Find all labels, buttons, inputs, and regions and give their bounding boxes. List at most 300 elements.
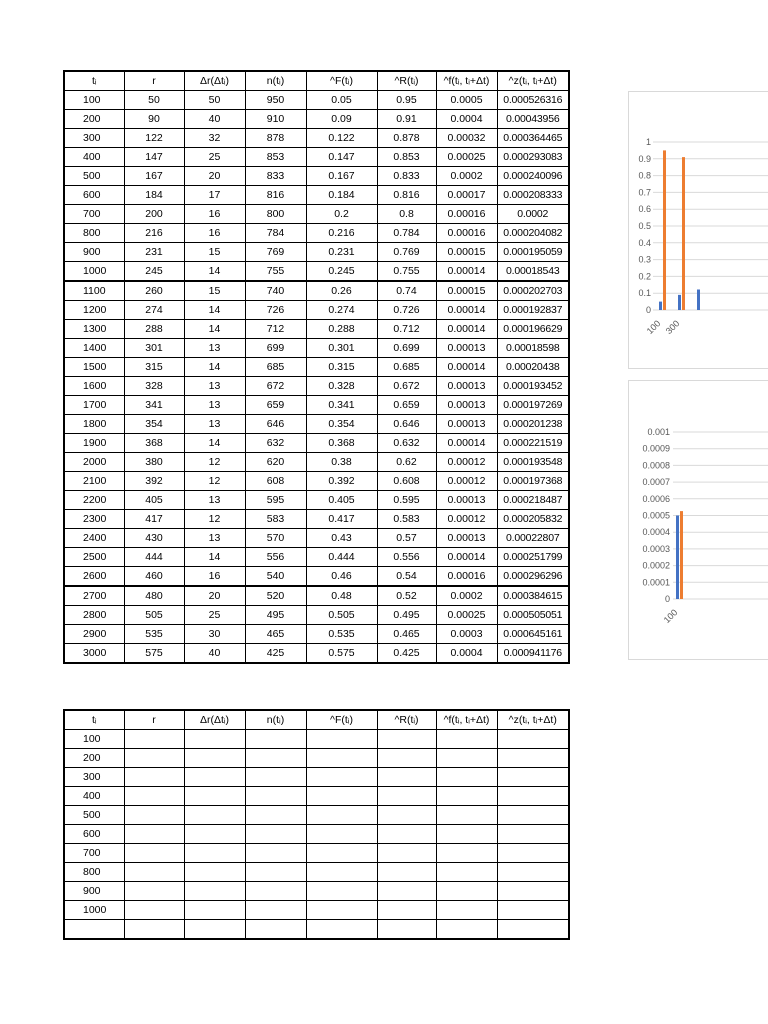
- table-cell: 535: [124, 625, 184, 644]
- table-cell: 632: [245, 434, 306, 453]
- table-cell: [245, 768, 306, 787]
- table-cell: 16: [184, 205, 245, 224]
- table-cell: 0.0004: [436, 110, 497, 129]
- table-row: [64, 491, 569, 510]
- table-cell: 0.00025: [436, 606, 497, 625]
- y-tick-label: 0.0006: [642, 493, 670, 504]
- table-cell: 0.495: [377, 606, 436, 625]
- table-cell: 0.000195059: [497, 243, 569, 262]
- table-cell: 0.405: [306, 491, 377, 510]
- table-cell: 0.556: [377, 548, 436, 567]
- table-cell: 0.00018543: [497, 262, 569, 282]
- column-header: Δr(Δtᵢ): [184, 71, 245, 91]
- table-cell: 570: [245, 529, 306, 548]
- table-row: [64, 606, 569, 625]
- table-cell: 16: [184, 567, 245, 587]
- x-tick-label: 100: [644, 318, 663, 337]
- table-cell: 0.583: [377, 510, 436, 529]
- table-cell: 0.417: [306, 510, 377, 529]
- x-tick-label: 100: [661, 607, 680, 626]
- table-cell: 12: [184, 453, 245, 472]
- table-cell: 0.328: [306, 377, 377, 396]
- table-cell: 0.000192837: [497, 301, 569, 320]
- table-cell: 15: [184, 281, 245, 301]
- table-cell: 0.74: [377, 281, 436, 301]
- table-row: [64, 825, 569, 844]
- table-cell: 0.685: [377, 358, 436, 377]
- table-cell: 500: [64, 806, 124, 825]
- table-cell: 0.00014: [436, 434, 497, 453]
- table-cell: 40: [184, 110, 245, 129]
- table-cell: 14: [184, 262, 245, 282]
- bar-mark[interactable]: [697, 290, 700, 310]
- table-cell: 0.000645161: [497, 625, 569, 644]
- table-row: [64, 377, 569, 396]
- table-cell: [377, 806, 436, 825]
- table-cell: 0.216: [306, 224, 377, 243]
- table-cell: 0.712: [377, 320, 436, 339]
- table-cell: 0.425: [377, 644, 436, 664]
- table-cell: [306, 825, 377, 844]
- table-cell: 184: [124, 186, 184, 205]
- table-cell: [306, 749, 377, 768]
- table-cell: 0.000205832: [497, 510, 569, 529]
- table-cell: 2500: [64, 548, 124, 567]
- table-cell: 30: [184, 625, 245, 644]
- table-cell: 0.0002: [436, 586, 497, 606]
- table-cell: 245: [124, 262, 184, 282]
- table-cell: 0.000218487: [497, 491, 569, 510]
- table-cell: 100: [64, 730, 124, 749]
- table-cell: 600: [64, 186, 124, 205]
- table-cell: [436, 882, 497, 901]
- table-row: [64, 920, 569, 940]
- table-cell: 0.00013: [436, 491, 497, 510]
- table-cell: [306, 920, 377, 940]
- table-cell: 2100: [64, 472, 124, 491]
- table-cell: 0.147: [306, 148, 377, 167]
- chart-canvas: [629, 92, 768, 368]
- table-cell: 2600: [64, 567, 124, 587]
- table-cell: 726: [245, 301, 306, 320]
- table-cell: 0.000201238: [497, 415, 569, 434]
- table-cell: 2300: [64, 510, 124, 529]
- table-cell: 430: [124, 529, 184, 548]
- table-cell: [377, 901, 436, 920]
- table-cell: 685: [245, 358, 306, 377]
- table-cell: 0.354: [306, 415, 377, 434]
- table-cell: 444: [124, 548, 184, 567]
- table-cell: 425: [245, 644, 306, 664]
- table-cell: 400: [64, 787, 124, 806]
- table-cell: 0.231: [306, 243, 377, 262]
- y-tick-label: 0.2: [638, 271, 651, 282]
- table-row: [64, 167, 569, 186]
- y-tick-label: 0.5: [638, 221, 651, 231]
- table-cell: 0.315: [306, 358, 377, 377]
- table-cell: 0.726: [377, 301, 436, 320]
- table-row: [64, 339, 569, 358]
- table-cell: 556: [245, 548, 306, 567]
- table-cell: 0.288: [306, 320, 377, 339]
- table-cell: 2700: [64, 586, 124, 606]
- table-row: [64, 186, 569, 205]
- table-cell: [497, 730, 569, 749]
- table-cell: 0.62: [377, 453, 436, 472]
- table-cell: 32: [184, 129, 245, 148]
- table-cell: 1000: [64, 901, 124, 920]
- table-row: [64, 644, 569, 664]
- table-cell: 0.000296296: [497, 567, 569, 587]
- table-cell: 0.000196629: [497, 320, 569, 339]
- table-cell: [124, 844, 184, 863]
- bar-mark[interactable]: [663, 150, 666, 310]
- bar-mark[interactable]: [680, 511, 683, 599]
- table-cell: 465: [245, 625, 306, 644]
- table-cell: [124, 882, 184, 901]
- table-row: [64, 844, 569, 863]
- table-cell: 1900: [64, 434, 124, 453]
- table-cell: 800: [64, 224, 124, 243]
- table-cell: 0.00014: [436, 548, 497, 567]
- column-header: ^f(tᵢ, tᵢ+Δt): [436, 71, 497, 91]
- table-cell: [124, 901, 184, 920]
- table-cell: 816: [245, 186, 306, 205]
- column-header: Δr(Δtᵢ): [184, 710, 245, 730]
- table-cell: 0.0002: [436, 167, 497, 186]
- table-cell: 800: [245, 205, 306, 224]
- table-cell: 0.00020438: [497, 358, 569, 377]
- y-tick-label: 0.0003: [642, 543, 670, 554]
- y-tick-label: 0: [645, 305, 651, 315]
- table-cell: 90: [124, 110, 184, 129]
- table-row: [64, 730, 569, 749]
- table-cell: 0.95: [377, 91, 436, 110]
- y-tick-label: 0: [664, 594, 670, 604]
- table-cell: 0.000197368: [497, 472, 569, 491]
- reliability-bar-chart[interactable]: [628, 91, 768, 369]
- table-cell: 0.608: [377, 472, 436, 491]
- table-cell: 646: [245, 415, 306, 434]
- table-cell: 500: [64, 167, 124, 186]
- table-cell: 301: [124, 339, 184, 358]
- table-cell: 0.00017: [436, 186, 497, 205]
- y-tick-label: 0.0008: [642, 460, 670, 471]
- table-cell: [245, 920, 306, 940]
- table-cell: 14: [184, 320, 245, 339]
- table-cell: 0.769: [377, 243, 436, 262]
- table-cell: 2800: [64, 606, 124, 625]
- table-cell: 0.000240096: [497, 167, 569, 186]
- table-cell: [306, 787, 377, 806]
- table-cell: [306, 768, 377, 787]
- table-cell: 231: [124, 243, 184, 262]
- table-cell: 583: [245, 510, 306, 529]
- table-cell: 0.167: [306, 167, 377, 186]
- table-cell: 300: [64, 768, 124, 787]
- table-cell: 260: [124, 281, 184, 301]
- table-row: [64, 224, 569, 243]
- bar-mark[interactable]: [682, 157, 685, 310]
- table-cell: 520: [245, 586, 306, 606]
- table-cell: [377, 787, 436, 806]
- table-row: [64, 787, 569, 806]
- table-cell: 50: [124, 91, 184, 110]
- table-row: [64, 625, 569, 644]
- table-cell: 0.000221519: [497, 434, 569, 453]
- table-cell: 0.000941176: [497, 644, 569, 664]
- column-header: n(tᵢ): [245, 71, 306, 91]
- table-cell: [184, 787, 245, 806]
- table-cell: 0.00022807: [497, 529, 569, 548]
- table-cell: [377, 882, 436, 901]
- table-cell: 14: [184, 548, 245, 567]
- table-cell: 13: [184, 339, 245, 358]
- table-cell: 0.368: [306, 434, 377, 453]
- table-cell: 0.341: [306, 396, 377, 415]
- table-cell: 2900: [64, 625, 124, 644]
- table-cell: 0.43: [306, 529, 377, 548]
- table-cell: 0.245: [306, 262, 377, 282]
- density-bar-chart[interactable]: [628, 380, 768, 660]
- table-cell: 0.91: [377, 110, 436, 129]
- table-row: [64, 148, 569, 167]
- table-cell: 0.784: [377, 224, 436, 243]
- table-cell: 0.8: [377, 205, 436, 224]
- column-header: ^z(tᵢ, tᵢ+Δt): [497, 71, 569, 91]
- table-cell: 740: [245, 281, 306, 301]
- table-cell: [436, 749, 497, 768]
- table-cell: 0.00016: [436, 224, 497, 243]
- table-cell: 354: [124, 415, 184, 434]
- table-cell: [184, 806, 245, 825]
- y-tick-label: 0.001: [647, 427, 670, 437]
- table-cell: 900: [64, 882, 124, 901]
- table-cell: 950: [245, 91, 306, 110]
- table-cell: 100: [64, 91, 124, 110]
- table-cell: 699: [245, 339, 306, 358]
- table-cell: 0.00014: [436, 262, 497, 282]
- table-cell: 672: [245, 377, 306, 396]
- table-cell: [184, 825, 245, 844]
- table-cell: 0.26: [306, 281, 377, 301]
- table-cell: [184, 749, 245, 768]
- table-cell: [245, 901, 306, 920]
- y-tick-label: 1: [645, 137, 651, 147]
- bar-mark[interactable]: [678, 295, 681, 310]
- table-cell: [436, 901, 497, 920]
- x-tick-label: 300: [663, 318, 682, 337]
- table-cell: 0.000364465: [497, 129, 569, 148]
- y-tick-label: 0.0004: [642, 527, 670, 538]
- table-cell: 288: [124, 320, 184, 339]
- table-cell: 25: [184, 606, 245, 625]
- table-cell: 0.000526316: [497, 91, 569, 110]
- table-cell: [497, 844, 569, 863]
- table-cell: 0.833: [377, 167, 436, 186]
- table-row: [64, 806, 569, 825]
- y-tick-label: 0.1: [638, 288, 651, 299]
- table-cell: [245, 882, 306, 901]
- table-row: [64, 453, 569, 472]
- column-header: r: [124, 710, 184, 730]
- table-cell: 147: [124, 148, 184, 167]
- table-cell: 540: [245, 567, 306, 587]
- table-row: [64, 415, 569, 434]
- table-cell: 600: [64, 825, 124, 844]
- table-cell: 0.699: [377, 339, 436, 358]
- table-cell: 0.301: [306, 339, 377, 358]
- table-cell: 417: [124, 510, 184, 529]
- table-cell: 769: [245, 243, 306, 262]
- table-cell: 784: [245, 224, 306, 243]
- table-cell: 0.000193452: [497, 377, 569, 396]
- table-cell: 0.184: [306, 186, 377, 205]
- table-cell: [64, 920, 124, 940]
- table-cell: 0.00018598: [497, 339, 569, 358]
- table-cell: 620: [245, 453, 306, 472]
- y-tick-label: 0.9: [638, 153, 651, 164]
- table-row: [64, 586, 569, 606]
- table-cell: [436, 920, 497, 940]
- table-cell: 0.00014: [436, 358, 497, 377]
- column-header: tᵢ: [64, 710, 124, 730]
- table-row: [64, 110, 569, 129]
- table-row: [64, 205, 569, 224]
- table-cell: 0.000384615: [497, 586, 569, 606]
- table-cell: 1700: [64, 396, 124, 415]
- y-tick-label: 0.3: [638, 254, 651, 265]
- table-cell: 2400: [64, 529, 124, 548]
- table-cell: 20: [184, 167, 245, 186]
- column-header: ^F(tᵢ): [306, 710, 377, 730]
- table-cell: 50: [184, 91, 245, 110]
- table-cell: [184, 863, 245, 882]
- table-cell: [306, 806, 377, 825]
- table-cell: 608: [245, 472, 306, 491]
- table-row: [64, 472, 569, 491]
- table-cell: 13: [184, 396, 245, 415]
- table-row: [64, 320, 569, 339]
- table-cell: 0.00016: [436, 205, 497, 224]
- table-cell: 0.00025: [436, 148, 497, 167]
- table-cell: 833: [245, 167, 306, 186]
- column-header: ^z(tᵢ, tᵢ+Δt): [497, 710, 569, 730]
- table-cell: 1800: [64, 415, 124, 434]
- table-cell: [497, 787, 569, 806]
- table-cell: 122: [124, 129, 184, 148]
- table-header-row: [64, 71, 569, 91]
- table-cell: 14: [184, 434, 245, 453]
- table-cell: [377, 920, 436, 940]
- table-cell: 0.38: [306, 453, 377, 472]
- table-cell: 0.00012: [436, 472, 497, 491]
- table-cell: [377, 749, 436, 768]
- table-cell: 380: [124, 453, 184, 472]
- table-cell: [245, 806, 306, 825]
- table-cell: 1200: [64, 301, 124, 320]
- table-cell: 0.392: [306, 472, 377, 491]
- table-cell: 712: [245, 320, 306, 339]
- table-cell: 392: [124, 472, 184, 491]
- table-row: [64, 243, 569, 262]
- table-cell: 0.274: [306, 301, 377, 320]
- table-cell: [124, 920, 184, 940]
- y-tick-label: 0.0007: [642, 477, 670, 488]
- table-cell: 1500: [64, 358, 124, 377]
- table-cell: 0.575: [306, 644, 377, 664]
- table-cell: 0.632: [377, 434, 436, 453]
- table-cell: 274: [124, 301, 184, 320]
- y-tick-label: 0.0001: [642, 577, 670, 588]
- table-row: [64, 548, 569, 567]
- table-cell: [245, 787, 306, 806]
- table-cell: 878: [245, 129, 306, 148]
- table-cell: 0.00013: [436, 529, 497, 548]
- column-header: ^R(tᵢ): [377, 710, 436, 730]
- chart-canvas: [629, 381, 768, 659]
- table-cell: 0.00014: [436, 301, 497, 320]
- table-cell: 200: [64, 110, 124, 129]
- table-cell: 0.595: [377, 491, 436, 510]
- table-cell: [436, 806, 497, 825]
- table-cell: 13: [184, 529, 245, 548]
- table-row: [64, 358, 569, 377]
- table-cell: 0.000193548: [497, 453, 569, 472]
- y-tick-label: 0.7: [638, 187, 651, 198]
- table-row: [64, 882, 569, 901]
- table-cell: 0.00043956: [497, 110, 569, 129]
- table-cell: 16: [184, 224, 245, 243]
- table-cell: 14: [184, 358, 245, 377]
- column-header: ^F(tᵢ): [306, 71, 377, 91]
- table-cell: 0.00015: [436, 243, 497, 262]
- table-cell: [306, 863, 377, 882]
- table-cell: 0.05: [306, 91, 377, 110]
- table-cell: [184, 768, 245, 787]
- table-cell: 0.444: [306, 548, 377, 567]
- table-cell: [497, 882, 569, 901]
- table-cell: [377, 825, 436, 844]
- table-cell: 0.755: [377, 262, 436, 282]
- y-tick-label: 0.8: [638, 170, 651, 181]
- table-cell: 1300: [64, 320, 124, 339]
- table-cell: [124, 825, 184, 844]
- table-cell: 800: [64, 863, 124, 882]
- table-cell: 0.2: [306, 205, 377, 224]
- table-cell: 0.00013: [436, 396, 497, 415]
- bar-mark[interactable]: [676, 516, 679, 600]
- table-cell: 910: [245, 110, 306, 129]
- y-tick-label: 0.0009: [642, 443, 670, 454]
- table-cell: 405: [124, 491, 184, 510]
- table-cell: 700: [64, 205, 124, 224]
- table-cell: 0.000505051: [497, 606, 569, 625]
- table-cell: 0.816: [377, 186, 436, 205]
- table-row: [64, 863, 569, 882]
- table-cell: [377, 863, 436, 882]
- bar-mark[interactable]: [659, 302, 662, 310]
- table-cell: 1400: [64, 339, 124, 358]
- table-cell: 25: [184, 148, 245, 167]
- table-cell: 0.00013: [436, 415, 497, 434]
- table-cell: 200: [124, 205, 184, 224]
- table-cell: [497, 825, 569, 844]
- table-cell: 0.00013: [436, 377, 497, 396]
- table-cell: 40: [184, 644, 245, 664]
- table-cell: 0.46: [306, 567, 377, 587]
- table-cell: 0.853: [377, 148, 436, 167]
